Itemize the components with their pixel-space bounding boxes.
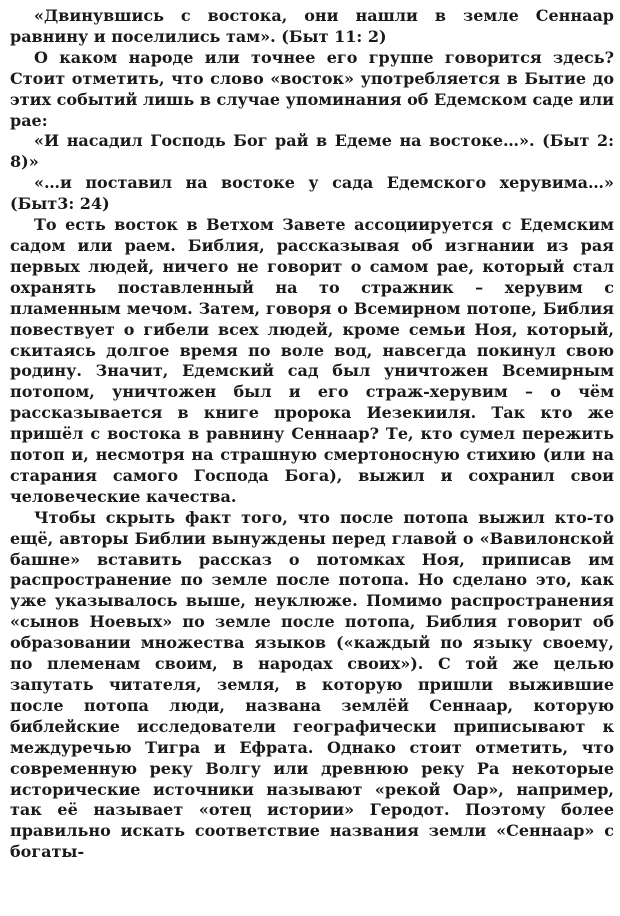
book-page (10, 6, 614, 910)
quote-genesis-2-8: «И насадил Господь Бог рай в Едеме на востоке…». (Быт 2: 8)» (10, 131, 614, 172)
paragraph-eden-flood: То есть восток в Ветхом Завете ассоциируется с Едемским садом или раем. Библия, рассказывая об изгнании из рая первых людей, ничего не говорит о самом рае, который стал охранять поставленный на то стражник – херувим с пламенным мечом. Затем, говоря о Всемирном потопе, Библия повествует о гибели всех людей, кроме семьи Ноя, который, скитаясь долгое время по воле вод, навсегда покинул свою родину. Значит, Едемский сад был уничтожен Всемирным потопом, уничтожен был и его страж-херувим – о чём рассказывается в книге пророка Иезекииля. Так кто же пришёл с востока в равнину Сеннаар? Те, кто сумел пережить потоп и, несмотря на страшную смертоносную стихию (или на старания самого Господа Бога), выжил и сохранил свои человеческие качества. (10, 215, 614, 506)
paragraph-east-question: О каком народе или точнее его группе говорится здесь? Стоит отметить, что слово «восток» употребляется в Бытие до этих событий лишь в случае упоминания об Едемском саде или рае: (10, 47, 614, 130)
quote-genesis-3-24: «…и поставил на востоке у сада Едемского херувима…» (Быт3: 24) (10, 173, 614, 214)
paragraph-babel-sennaar: Чтобы скрыть факт того, что после потопа выжил кто-то ещё, авторы Библии вынуждены перед главой о «Вавилонской башне» вставить рассказ о потомках Ноя, приписав им распространение по земле после потопа. Но сделано это, как уже указывалось выше, неуклюже. Помимо распространения «сынов Ноевых» по земле после потопа, Библия говорит об образовании множества языков («каждый по языку своему, по племенам своим, в народах своих»). С той же целью запутать читателя, земля, в которую пришли выжившие после потопа люди, названа землёй Сеннаар, которую библейские исследователи географически приписывают к междуречью Тигра и Ефрата. Однако стоит отметить, что современную реку Волгу или древнюю реку Ра некоторые исторические источники называют «рекой Оар», например, так её называет «отец истории» Геродот. Поэтому более правильно искать соответствие названия земли «Сеннаар» с богаты- (10, 507, 614, 862)
quote-genesis-11-2: «Двинувшись с востока, они нашли в земле Сеннаар равнину и поселились там». (Быт 11: 2) (10, 6, 614, 46)
